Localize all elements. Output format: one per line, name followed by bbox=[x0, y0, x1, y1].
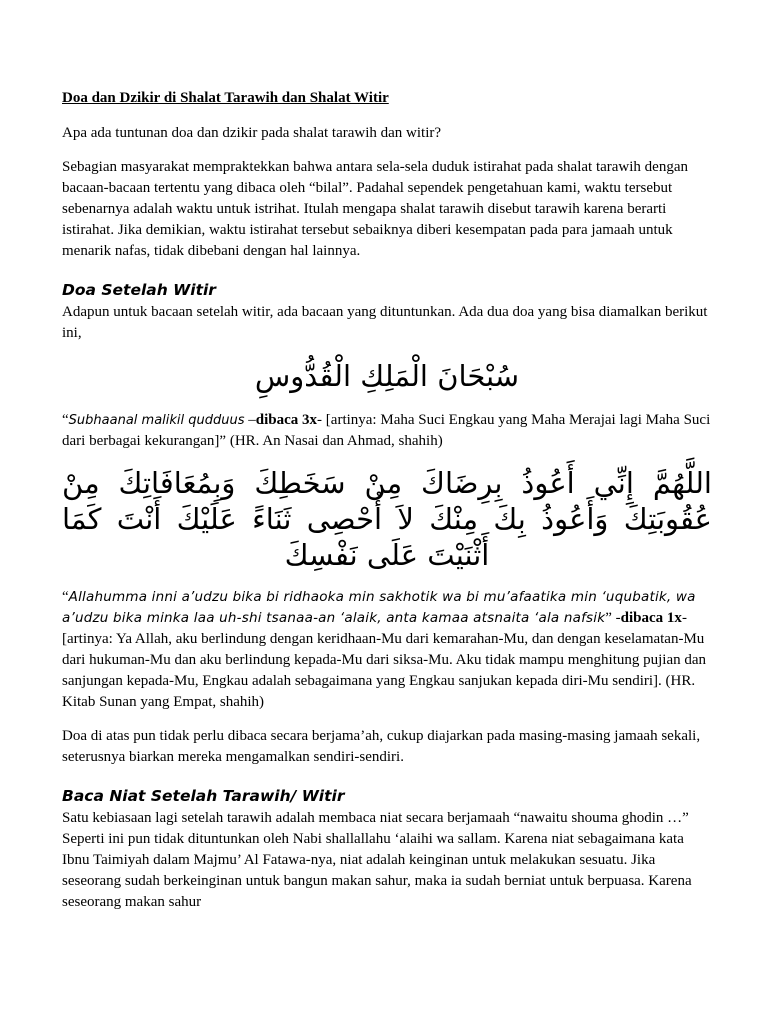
doa2-count: dibaca 1x bbox=[620, 610, 682, 626]
doa2-meaning: - [artinya: Ya Allah, aku berlindung dengan keridhaan-Mu dari kemarahan-Mu, dan dengan keselamatan-Mu dari hukuman-Mu dan aku berlindung kepada-Mu dari siksa-Mu. Aku tidak mampu menghitung pujian dan sanjungan kepada-Mu, Engkau adalah sebagaimana yang Engkau sanjukan kepada diri-Mu sendiri]. (HR. Kitab Sunan yang Empat, shahih) bbox=[62, 610, 707, 710]
doa1-meaning: - [artinya: Maha Suci Engkau yang Maha Merajai lagi Maha Suci dari berbagai kekurangan]” (HR. An Nasai dan Ahmad, shahih) bbox=[62, 412, 711, 449]
doa1-open-quote: “ bbox=[62, 412, 69, 428]
document-title: Doa dan Dzikir di Shalat Tarawih dan Shalat Witir bbox=[62, 90, 389, 106]
document-page bbox=[62, 88, 712, 913]
arabic-doa-1: سُبْحَانَ الْمَلِكِ الْقُدُّوسِ bbox=[254, 359, 520, 393]
arabic-doa-2: اللَّهُمَّ إِنِّي أَعُوذُ بِرِضَاكَ مِنْ سَخَطِكَ وَبِمُعَافَاتِكَ مِنْ عُقُوبَتِكَ وَأَعُوذُ بِكَ مِنْكَ لاَ أُحْصِى ثَنَاءً عَلَيْكَ أَنْتَ كَمَا أَثْنَيْتَ عَلَى نَفْسِكَ bbox=[62, 466, 712, 572]
doa2-close-quote: ” - bbox=[605, 610, 621, 626]
intro-paragraph: Sebagian masyarakat mempraktekkan bahwa antara sela-sela duduk istirahat pada shalat tarawih dengan bacaan-bacaan tertentu yang dibaca oleh “bilal”. Padahal sependek pengetahuan kami, waktu tersebut sebenarnya adalah waktu untuk istrihat. Itulah mengapa shalat tarawih disebut tarawih karena berarti istirahat. Jika demikian, waktu istirahat tersebut sebaiknya diberi kesempatan pada para jamaah untuk menarik nafas, tidak dibebani dengan hal lainnya. bbox=[62, 159, 688, 259]
doa2-paragraph bbox=[62, 587, 712, 713]
section-heading-doa-setelah-witir: Doa Setelah Witir bbox=[62, 281, 216, 299]
doa2-transliteration: Allahumma inni a’udzu bika bi ridhaoka min sakhotik wa bi mu’afaatika min ‘uqubatik, wa a’udzu bika minka laa uh-shi tsanaa-an ‘alaik, anta kamaa atsnaita ‘ala nafsik bbox=[62, 589, 696, 626]
section1-lead-paragraph: Adapun untuk bacaan setelah witir, ada bacaan yang dituntunkan. Ada dua doa yang bisa diamalkan berikut ini, bbox=[62, 304, 708, 341]
doa1-transliteration: Subhaanal malikil qudduus bbox=[68, 413, 245, 428]
section-heading-baca-niat: Baca Niat Setelah Tarawih/ Witir bbox=[62, 787, 345, 805]
doa1-paragraph bbox=[62, 410, 712, 452]
section2-body-paragraph: Satu kebiasaan lagi setelah tarawih adalah membaca niat secara berjamaah “nawaitu shouma ghodin …” Seperti ini pun tidak dituntunkan oleh Nabi shallallahu ‘alaihi wa sallam. Karena niat sebagaimana kata Ibnu Taimiyah dalam Majmu’ Al Fatawa-nya, niat adalah keinginan untuk melakukan sesuatu. Jika seseorang sudah berkeinginan untuk bangun makan sahur, maka ia sudah berniat untuk berpuasa. Karena seseorang makan sahur bbox=[62, 810, 692, 910]
note-paragraph: Doa di atas pun tidak perlu dibaca secara berjama’ah, cukup diajarkan pada masing-masing jamaah sekali, seterusnya biarkan mereka mengamalkan sendiri-sendiri. bbox=[62, 728, 701, 765]
doa2-open-quote: “ bbox=[62, 589, 69, 605]
question-paragraph: Apa ada tuntunan doa dan dzikir pada shalat tarawih dan witir? bbox=[62, 125, 442, 141]
doa1-dash: – bbox=[244, 412, 256, 428]
doa1-count: dibaca 3x bbox=[255, 412, 318, 428]
